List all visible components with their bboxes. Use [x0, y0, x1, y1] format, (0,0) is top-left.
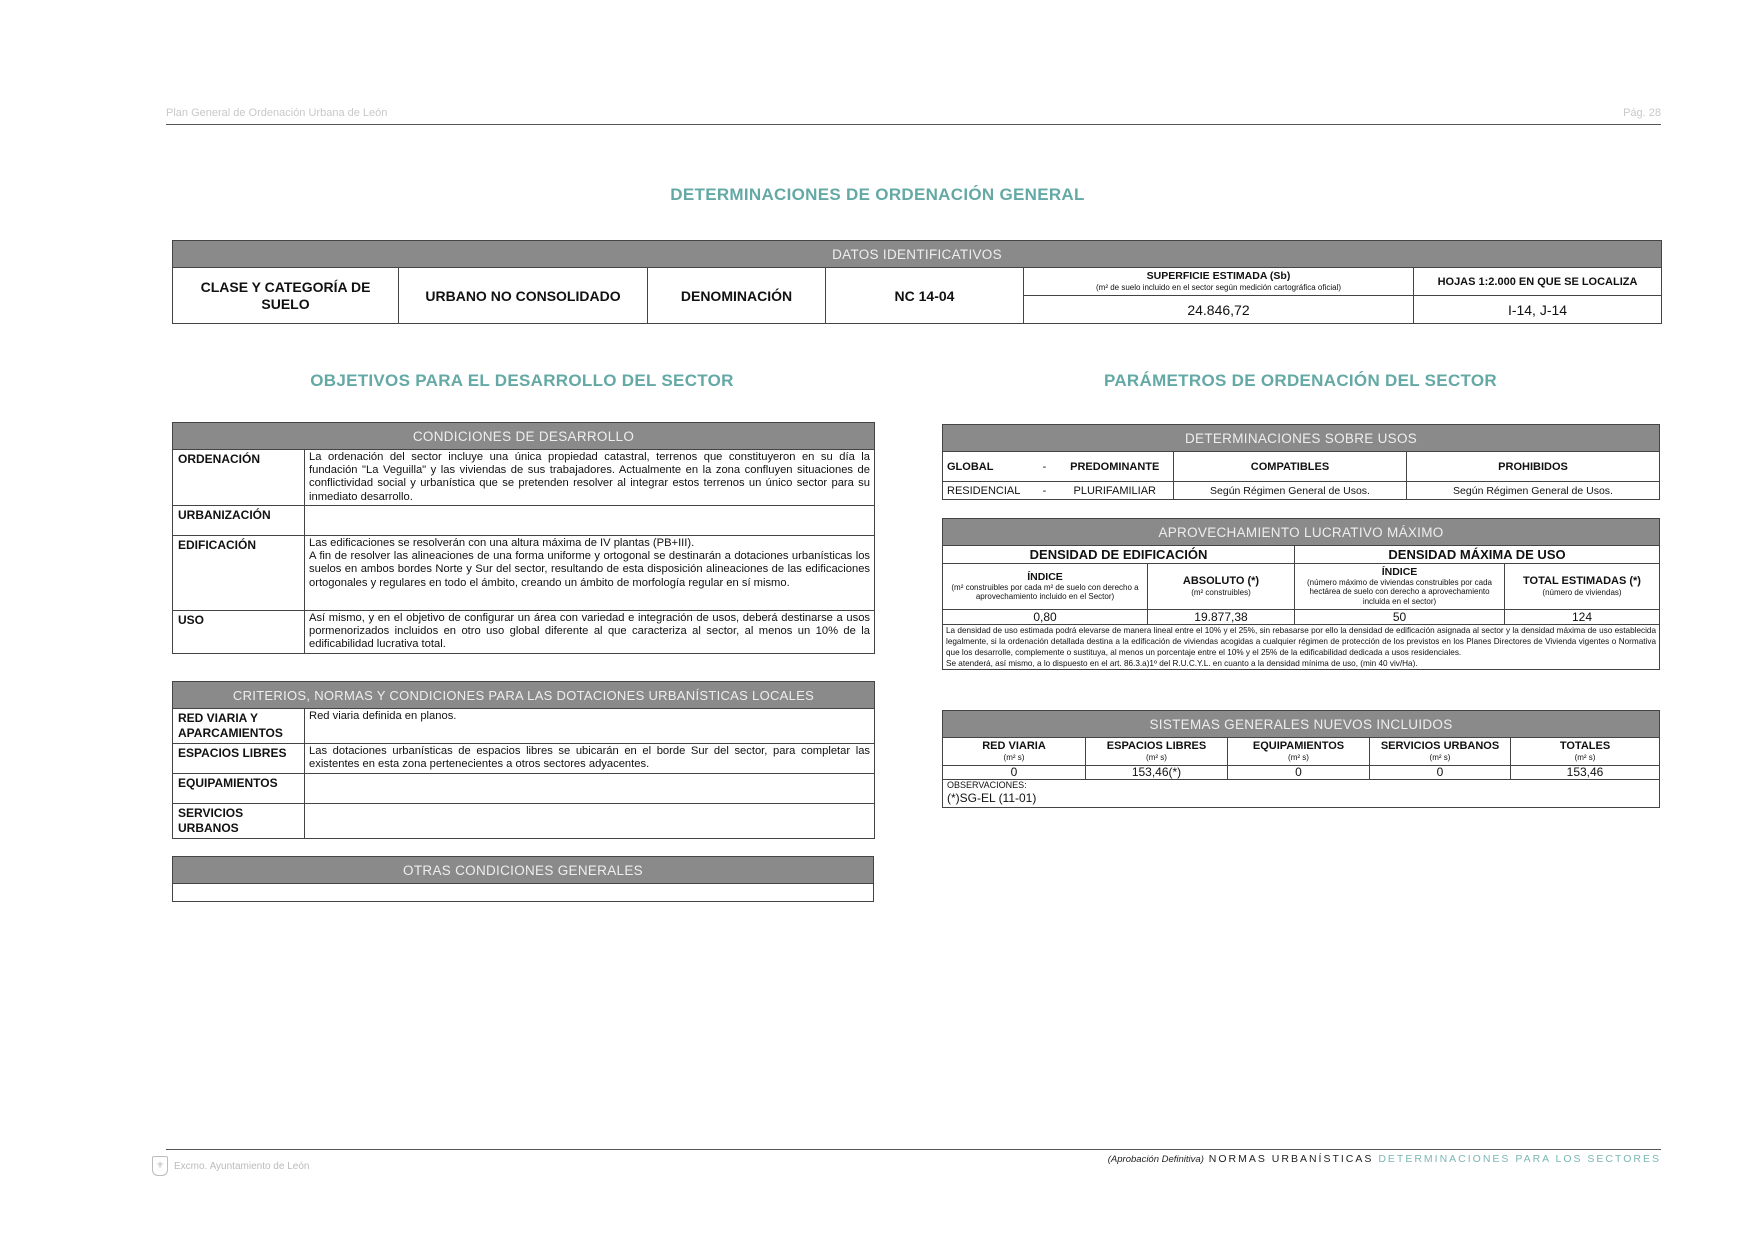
footer-right [1108, 1153, 1661, 1165]
prohibidos-label: PROHIBIDOS [1407, 452, 1660, 482]
edificacion-text-1: Las edificaciones se resolverán con una altura máxima de IV plantas (PB+III). [309, 537, 695, 549]
sistemas-generales-table [942, 710, 1660, 808]
global-dash: - [1033, 452, 1057, 482]
footer-left [152, 1156, 309, 1176]
urbanizacion-text [305, 506, 875, 536]
aprovechamiento-note-2: Se atenderá, así mismo, a lo dispuesto en el art. 86.3.a)1º del R.U.C.Y.L. en cuanto a la densidad mínima de uso, (min 40 viv/Ha). [946, 659, 1418, 668]
otras-bar: OTRAS CONDICIONES GENERALES [173, 857, 874, 884]
hojas-value: I-14, J-14 [1414, 296, 1662, 324]
prohibidos-value: Según Régimen General de Usos. [1407, 482, 1660, 500]
superficie-note: (m² de suelo incluido en el sector según medición cartográfica oficial) [1095, 283, 1341, 293]
edificacion-text-2: A fin de resolver las alineaciones de una forma uniforme y ortogonal se destinarán a dotaciones urbanísticas los suelos en ambos bordes Norte y Sur del sector, resultando de esta disposición alineaciones de las edificaciones ortogonales y regulares en todo el ámbito, creando un ámbito de morfología regular en sí mismo. [309, 550, 871, 589]
sg-totales-header: TOTALES [1559, 740, 1611, 753]
aprovechamiento-note-1: La densidad de uso estimada podrá elevarse de manera lineal entre el 10% y el 25%, sin rebasarse por ello la densidad de edificación asignada al sector y la densidad máxima de uso establecida legalmente, si la ordenación detallada destina a la edificación de viviendas acogidas a cualquier régimen de protección de los previstos en los Planes Directores de Vivienda vigentes o Normativa que los desarrolle, complemente o sustituya, al menos un porcentaje entre el 10% y el 25% de la edificabilidad dedicada a usos residenciales. [946, 626, 1657, 657]
aprovechamiento-table [942, 518, 1660, 670]
superficie-label: SUPERFICIE ESTIMADA (Sb) [1146, 270, 1291, 283]
densidad-edificacion-label: DENSIDAD DE EDIFICACIÓN [943, 546, 1295, 564]
superficie-value: 24.846,72 [1024, 296, 1414, 324]
footer-determinaciones: DETERMINACIONES PARA LOS SECTORES [1378, 1153, 1661, 1165]
coat-of-arms-icon: ⚜ [152, 1156, 168, 1176]
total-estimadas-label: TOTAL ESTIMADAS (*) [1523, 575, 1641, 588]
predominante-label: PREDOMINANTE [1057, 452, 1174, 482]
absoluto-value: 19.877,38 [1148, 610, 1295, 625]
global-label: GLOBAL [943, 452, 1033, 482]
sg-servicios-urbanos-value: 0 [1370, 766, 1511, 780]
footer-approval: (Aprobación Definitiva) [1107, 1154, 1204, 1165]
uso-label: USO [173, 611, 305, 654]
absoluto-label: ABSOLUTO (*) [1182, 575, 1260, 588]
observaciones-label: OBSERVACIONES: [947, 780, 1027, 790]
denominacion-label: DENOMINACIÓN [648, 268, 826, 324]
sg-red-viaria-header: RED VIARIA [982, 740, 1046, 753]
espacios-libres-label: ESPACIOS LIBRES [173, 744, 305, 774]
sg-espacios-libres-header: ESPACIOS LIBRES [1106, 740, 1207, 753]
uso-text: Así mismo, y en el objetivo de configurar un área con variedad e integración de usos, deberá destinarse a usos pormenorizados incluidos en otro uso global diferente al que caracteriza al sector, al menos un 10% de la edificabilidad lucrativa total. [305, 611, 875, 654]
sg-totales-value: 153,46 [1511, 766, 1660, 780]
urbanizacion-label: URBANIZACIÓN [173, 506, 305, 536]
red-viaria-label: RED VIARIA Y APARCAMIENTOS [173, 709, 305, 744]
condiciones-desarrollo-table [172, 422, 875, 654]
page-title: DETERMINACIONES DE ORDENACIÓN GENERAL [670, 185, 1085, 204]
sg-espacios-libres-unit: (m² s) [1146, 753, 1167, 763]
residencial-dash: - [1033, 482, 1057, 500]
aprovechamiento-bar: APROVECHAMIENTO LUCRATIVO MÁXIMO [943, 519, 1660, 546]
usos-table [942, 424, 1660, 500]
sg-red-viaria-unit: (m² s) [1003, 753, 1025, 763]
header-rule [166, 124, 1661, 125]
compatibles-value: Según Régimen General de Usos. [1174, 482, 1407, 500]
sg-equipamientos-value: 0 [1228, 766, 1370, 780]
parametros-title: PARÁMETROS DE ORDENACIÓN DEL SECTOR [1103, 371, 1498, 390]
clase-value: URBANO NO CONSOLIDADO [399, 268, 648, 324]
servicios-urbanos-label: SERVICIOS URBANOS [173, 804, 305, 839]
footer-normas: NORMAS URBANÍSTICAS [1208, 1153, 1374, 1165]
sg-totales-unit: (m² s) [1574, 753, 1596, 763]
sg-espacios-libres-value: 153,46(*) [1086, 766, 1228, 780]
usos-bar: DETERMINACIONES SOBRE USOS [943, 425, 1660, 452]
sg-equipamientos-unit: (m² s) [1288, 753, 1309, 763]
header-page-number: Pág. 28 [1623, 107, 1661, 119]
edificacion-label: EDIFICACIÓN [173, 536, 305, 611]
header-doc-title: Plan General de Ordenación Urbana de León [166, 107, 388, 119]
indice-uso-label: ÍNDICE [1381, 565, 1418, 578]
servicios-urbanos-text [305, 804, 875, 839]
datos-bar: DATOS IDENTIFICATIVOS [173, 241, 1662, 268]
hojas-label: HOJAS 1:2.000 EN QUE SE LOCALIZA [1414, 268, 1662, 296]
observaciones-text: (*)SG-EL (11-01) [947, 791, 1037, 805]
indice-value: 0,80 [943, 610, 1148, 625]
otras-content [173, 884, 874, 902]
plurifamiliar-value: PLURIFAMILIAR [1057, 482, 1174, 500]
equipamientos-label: EQUIPAMIENTOS [173, 774, 305, 804]
datos-identificativos-table [172, 240, 1662, 324]
espacios-libres-text: Las dotaciones urbanísticas de espacios libres se ubicarán en el borde Sur del sector, para completar las existentes en esta zona pertenecientes a otros sectores adyacentes. [305, 744, 875, 774]
ordenacion-label: ORDENACIÓN [173, 450, 305, 506]
total-estimadas-value: 124 [1505, 610, 1660, 625]
absoluto-note: (m² construibles) [1191, 588, 1251, 598]
sg-servicios-urbanos-unit: (m² s) [1429, 753, 1451, 763]
sg-equipamientos-header: EQUIPAMIENTOS [1252, 740, 1345, 753]
equipamientos-text [305, 774, 875, 804]
criterios-bar: CRITERIOS, NORMAS Y CONDICIONES PARA LAS DOTACIONES URBANÍSTICAS LOCALES [173, 682, 875, 709]
sistemas-bar: SISTEMAS GENERALES NUEVOS INCLUIDOS [943, 711, 1660, 738]
total-estimadas-note: (número de viviendas) [1542, 588, 1622, 598]
compatibles-label: COMPATIBLES [1174, 452, 1407, 482]
ordenacion-text: La ordenación del sector incluye una única propiedad catastral, terrenos que constituyeron en su día la fundación "La Veguilla" y las viviendas de sus trabajadores. Actualmente en la zona confluyen situaciones de conflictividad social y urbanística que se pretenden resolver al integrar estos terrenos un único sector para su inmediato desarrollo. [305, 450, 875, 506]
red-viaria-text: Red viaria definida en planos. [305, 709, 875, 744]
criterios-table [172, 681, 875, 839]
sg-red-viaria-value: 0 [943, 766, 1086, 780]
indice-label: ÍNDICE [1027, 570, 1063, 583]
otras-condiciones-table [172, 856, 874, 902]
objetivos-title: OBJETIVOS PARA EL DESARROLLO DEL SECTOR [310, 371, 734, 390]
indice-uso-note: (número máximo de viviendas construibles por cada hectárea de suelo con derecho a aprovechamiento incluida en el sector) [1307, 577, 1492, 606]
sg-servicios-urbanos-header: SERVICIOS URBANOS [1380, 740, 1500, 753]
condiciones-bar: CONDICIONES DE DESARROLLO [173, 423, 875, 450]
footer-institution: Excmo. Ayuntamiento de León [174, 1160, 310, 1172]
footer-rule [166, 1149, 1661, 1150]
residencial-value: RESIDENCIAL [943, 482, 1033, 500]
clase-label: CLASE Y CATEGORÍA DE SUELO [173, 268, 399, 324]
densidad-uso-label: DENSIDAD MÁXIMA DE USO [1295, 546, 1660, 564]
indice-note: (m² construibles por cada m² de suelo con derecho a aprovechamiento incluido en el Sector) [951, 582, 1139, 601]
indice-uso-value: 50 [1295, 610, 1505, 625]
denominacion-value: NC 14-04 [826, 268, 1024, 324]
